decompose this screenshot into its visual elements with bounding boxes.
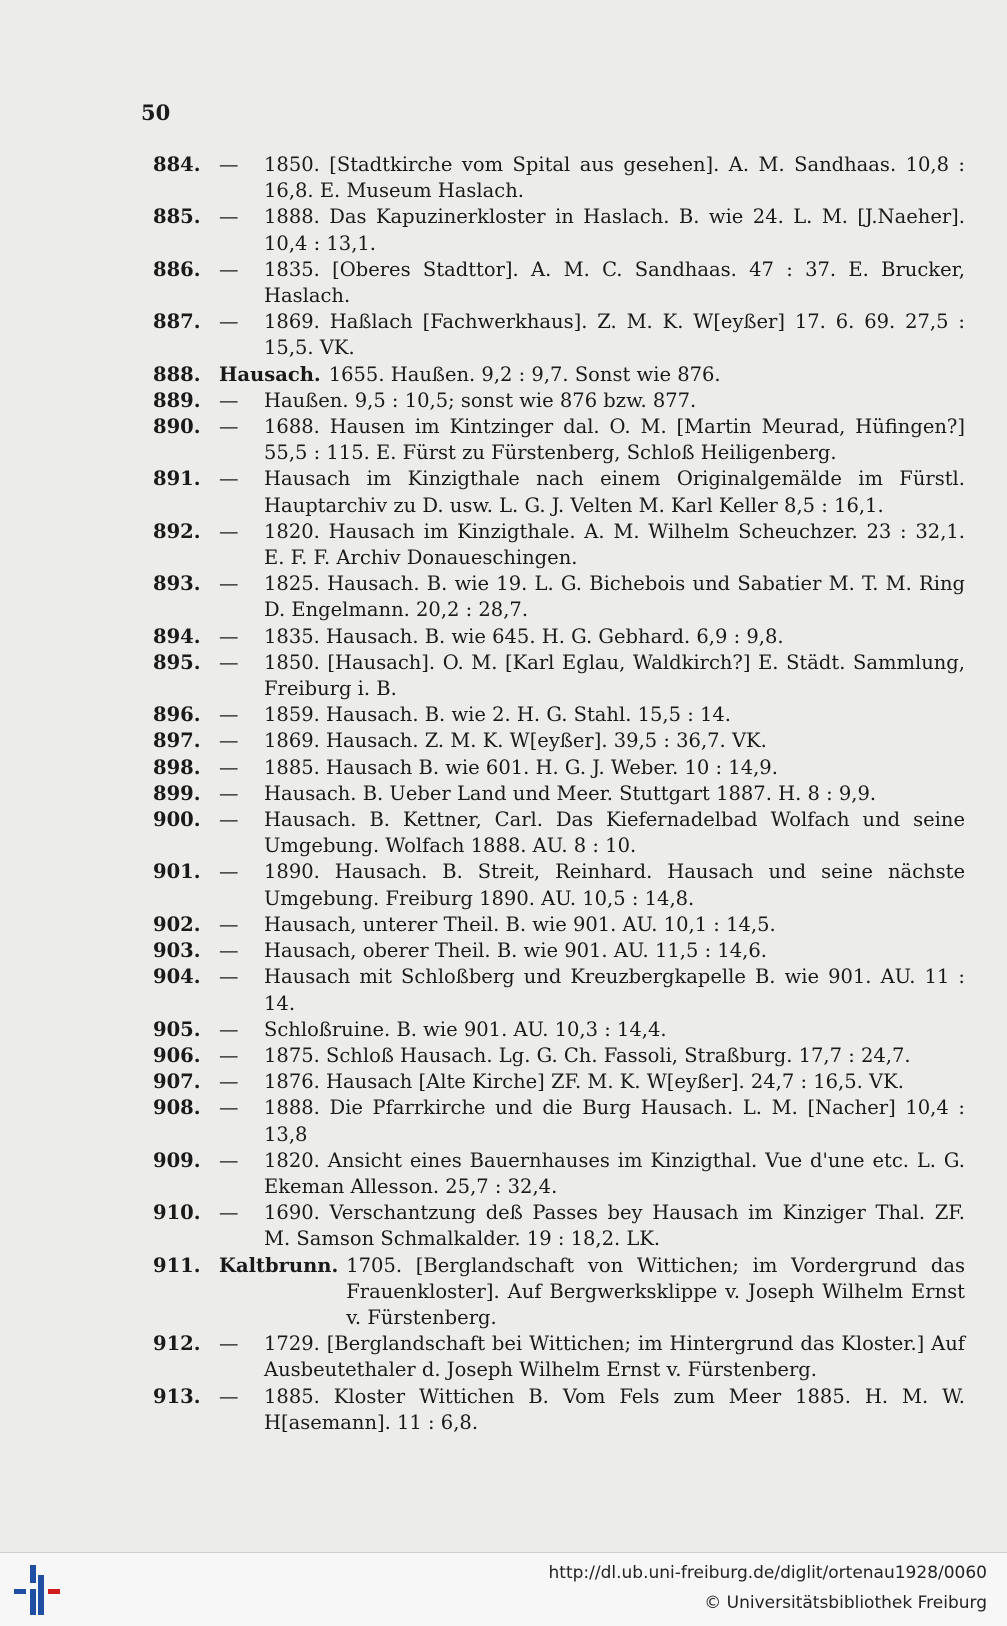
- catalog-entry: [153, 466, 965, 518]
- entry-dash: —: [219, 467, 239, 491]
- entry-text: 1820. Hausach im Kinzigthale. A. M. Wilhelm Scheuchzer. 23 : 32,1. E. F. F. Archiv Donaueschingen.: [264, 519, 965, 570]
- entry-place-heading: Hausach.: [219, 362, 321, 386]
- catalog-entry: [153, 938, 965, 964]
- entry-dash: —: [219, 153, 239, 176]
- entry-dash: —: [219, 703, 239, 727]
- entry-number: 907.: [153, 1070, 201, 1094]
- permalink-link[interactable]: http://dl.ub.uni-freiburg.de/diglit/ortenau1928/0060: [548, 1563, 987, 1583]
- entry-dash: —: [219, 912, 239, 936]
- entry-text: Hausach, oberer Theil. B. wie 901. AU. 11,5 : 14,6.: [264, 939, 767, 963]
- entry-text: 1705. [Berglandschaft von Wittichen; im Vordergrund das Frauenkloster]. Auf Bergwerksklippe v. Joseph Wilhelm Ernst v. Fürstenberg.: [346, 1253, 965, 1329]
- entry-dash: —: [219, 257, 239, 281]
- entry-number: 893.: [153, 572, 201, 596]
- catalog-entries: [153, 152, 965, 1436]
- entry-text: 1825. Hausach. B. wie 19. L. G. Bichebois und Sabatier M. T. M. Ring D. Engelmann. 20,2 : 28,7.: [264, 572, 965, 622]
- catalog-entry: [153, 414, 965, 466]
- entry-text: 1850. [Stadtkirche vom Spital aus gesehen]. A. M. Sandhaas. 10,8 : 16,8. E. Museum Haslach.: [264, 153, 965, 203]
- catalog-entry: [153, 650, 965, 702]
- entry-dash: —: [219, 650, 239, 674]
- entry-dash: —: [219, 729, 239, 753]
- entry-number: 886.: [153, 257, 201, 281]
- entry-text: 1888. Das Kapuzinerkloster in Haslach. B. wie 24. L. M. [J.Naeher]. 10,4 : 13,1.: [264, 205, 965, 255]
- catalog-entry: [153, 1384, 965, 1436]
- entry-text: 1875. Schloß Hausach. Lg. G. Ch. Fassoli, Straßburg. 17,7 : 24,7.: [264, 1043, 911, 1067]
- entry-number: 891.: [153, 467, 201, 491]
- entry-text: 1835. Hausach. B. wie 645. H. G. Gebhard. 6,9 : 9,8.: [264, 624, 784, 648]
- catalog-entry: [153, 702, 965, 728]
- entry-number: 896.: [153, 703, 201, 727]
- entry-number: 898.: [153, 755, 201, 779]
- entry-number: 892.: [153, 519, 201, 543]
- entry-text: Hausach. B. Ueber Land und Meer. Stuttgart 1887. H. 8 : 9,9.: [264, 781, 877, 805]
- entry-dash: —: [219, 310, 239, 334]
- catalog-entry: [153, 1331, 965, 1383]
- entry-number: 889.: [153, 388, 201, 412]
- entry-number: 903.: [153, 939, 201, 963]
- catalog-entry: [153, 388, 965, 414]
- entry-dash: —: [219, 808, 239, 832]
- entry-dash: —: [219, 781, 239, 805]
- catalog-entry: [153, 257, 965, 309]
- entry-number: 908.: [153, 1096, 201, 1120]
- entry-text: 1820. Ansicht eines Bauernhauses im Kinzigthal. Vue d'une etc. L. G. Ekeman Allesson. 25,7 : 32,4.: [264, 1148, 965, 1198]
- viewer-footer: [0, 1552, 1007, 1626]
- copyright-notice: © Universitätsbibliothek Freiburg: [704, 1593, 987, 1613]
- catalog-entry: [153, 912, 965, 938]
- catalog-entry: [153, 362, 965, 388]
- entry-text: 1869. Hausach. Z. M. K. W[eyßer]. 39,5 : 36,7. VK.: [264, 729, 767, 753]
- catalog-entry: [153, 519, 965, 571]
- entry-dash: —: [219, 415, 239, 439]
- entry-number: 895.: [153, 650, 201, 674]
- entry-number: 910.: [153, 1201, 201, 1225]
- entry-text: 1885. Kloster Wittichen B. Vom Fels zum Meer 1885. H. M. W. H[asemann]. 11 : 6,8.: [264, 1384, 965, 1434]
- entry-text: Hausach mit Schloßberg und Kreuzbergkapelle B. wie 901. AU. 11 : 14.: [264, 965, 965, 1015]
- catalog-entry: [153, 1043, 965, 1069]
- entry-dash: —: [219, 1096, 239, 1120]
- entry-number: 902.: [153, 912, 201, 936]
- entry-dash: —: [219, 519, 239, 543]
- entry-text: Hausach. B. Kettner, Carl. Das Kiefernadelbad Wolfach und seine Umgebung. Wolfach 1888. AU. 8 : 10.: [264, 808, 965, 858]
- entry-text: Schloßruine. B. wie 901. AU. 10,3 : 14,4.: [264, 1017, 667, 1041]
- catalog-entry: [153, 781, 965, 807]
- entry-text: 1729. [Berglandschaft bei Wittichen; im Hintergrund das Kloster.] Auf Ausbeutethaler d. Joseph Wilhelm Ernst v. Fürstenberg.: [264, 1332, 965, 1382]
- entry-text: Haußen. 9,5 : 10,5; sonst wie 876 bzw. 877.: [264, 388, 697, 412]
- catalog-entry: [153, 624, 965, 650]
- entry-number: 899.: [153, 781, 201, 805]
- entry-number: 904.: [153, 965, 201, 989]
- entry-number: 884.: [153, 153, 201, 176]
- entry-dash: —: [219, 1043, 239, 1067]
- catalog-entry: [153, 859, 965, 911]
- catalog-entry: [153, 571, 965, 623]
- entry-number: 906.: [153, 1043, 201, 1067]
- catalog-entry: [153, 1253, 965, 1332]
- catalog-entry: [153, 1200, 965, 1252]
- entry-dash: —: [219, 939, 239, 963]
- ub-freiburg-logo-icon: [10, 1561, 64, 1619]
- entry-text: 1850. [Hausach]. O. M. [Karl Eglau, Waldkirch?] E. Städt. Sammlung, Freiburg i. B.: [264, 650, 965, 701]
- entry-number: 909.: [153, 1148, 201, 1172]
- catalog-entry: [153, 807, 965, 859]
- catalog-entry: [153, 1069, 965, 1095]
- entry-number: 905.: [153, 1017, 201, 1041]
- catalog-entry: [153, 309, 965, 361]
- entry-dash: —: [219, 1017, 239, 1041]
- entry-dash: —: [219, 1332, 239, 1356]
- entry-text: Hausach, unterer Theil. B. wie 901. AU. 10,1 : 14,5.: [264, 912, 776, 936]
- entry-dash: —: [219, 205, 239, 229]
- entry-number: 913.: [153, 1384, 201, 1408]
- entry-text: 1859. Hausach. B. wie 2. H. G. Stahl. 15,5 : 14.: [264, 703, 732, 727]
- entry-number: 911.: [153, 1253, 201, 1277]
- entry-text: 1888. Die Pfarrkirche und die Burg Hausach. L. M. [Nacher] 10,4 : 13,8: [264, 1096, 965, 1146]
- entry-number: 900.: [153, 808, 201, 832]
- catalog-entry: [153, 1095, 965, 1147]
- catalog-entry: [153, 152, 965, 204]
- entry-dash: —: [219, 860, 239, 884]
- entry-number: 894.: [153, 624, 201, 648]
- catalog-entry: [153, 728, 965, 754]
- catalog-entry: [153, 204, 965, 256]
- entry-dash: —: [219, 572, 239, 596]
- catalog-entry: [153, 755, 965, 781]
- entry-text: Hausach im Kinzigthale nach einem Originalgemälde im Fürstl. Hauptarchiv zu D. usw. L. G. J. Velten M. Karl Keller 8,5 : 16,1.: [264, 467, 965, 517]
- entry-number: 901.: [153, 860, 201, 884]
- entry-dash: —: [219, 1148, 239, 1172]
- entry-text: 1890. Hausach. B. Streit, Reinhard. Hausach und seine nächste Umgebung. Freiburg 1890. AU. 10,5 : 14,8.: [264, 860, 965, 910]
- entry-text: 1876. Hausach [Alte Kirche] ZF. M. K. W[eyßer]. 24,7 : 16,5. VK.: [264, 1070, 904, 1094]
- entry-number: 897.: [153, 729, 201, 753]
- entry-dash: —: [219, 624, 239, 648]
- entry-dash: —: [219, 1070, 239, 1094]
- entry-text: 1655. Haußen. 9,2 : 9,7. Sonst wie 876.: [328, 362, 721, 386]
- entry-text: 1688. Hausen im Kintzinger dal. O. M. [Martin Meurad, Hüfingen?] 55,5 : 115. E. Fürst zu Fürstenberg, Schloß Heiligenberg.: [264, 415, 965, 465]
- entry-dash: —: [219, 1201, 239, 1225]
- entry-text: 1885. Hausach B. wie 601. H. G. J. Weber. 10 : 14,9.: [264, 755, 778, 779]
- entry-number: 885.: [153, 205, 201, 229]
- page-number: 50: [141, 100, 171, 125]
- entry-dash: —: [219, 965, 239, 989]
- catalog-entry: [153, 1148, 965, 1200]
- entry-text: 1869. Haßlach [Fachwerkhaus]. Z. M. K. W[eyßer] 17. 6. 69. 27,5 : 15,5. VK.: [264, 310, 965, 360]
- catalog-entry: [153, 1017, 965, 1043]
- catalog-entry: [153, 964, 965, 1016]
- entry-dash: —: [219, 1384, 239, 1408]
- entry-dash: —: [219, 388, 239, 412]
- entry-dash: —: [219, 755, 239, 779]
- entry-place-heading: Kaltbrunn.: [219, 1253, 339, 1277]
- entry-text: 1690. Verschantzung deß Passes bey Hausach im Kinziger Thal. ZF. M. Samson Schmalkalder. 19 : 18,2. LK.: [264, 1201, 965, 1251]
- entry-number: 887.: [153, 310, 201, 334]
- entry-number: 888.: [153, 362, 201, 386]
- entry-number: 890.: [153, 415, 201, 439]
- entry-text: 1835. [Oberes Stadttor]. A. M. C. Sandhaas. 47 : 37. E. Brucker, Haslach.: [264, 257, 965, 308]
- entry-number: 912.: [153, 1332, 201, 1356]
